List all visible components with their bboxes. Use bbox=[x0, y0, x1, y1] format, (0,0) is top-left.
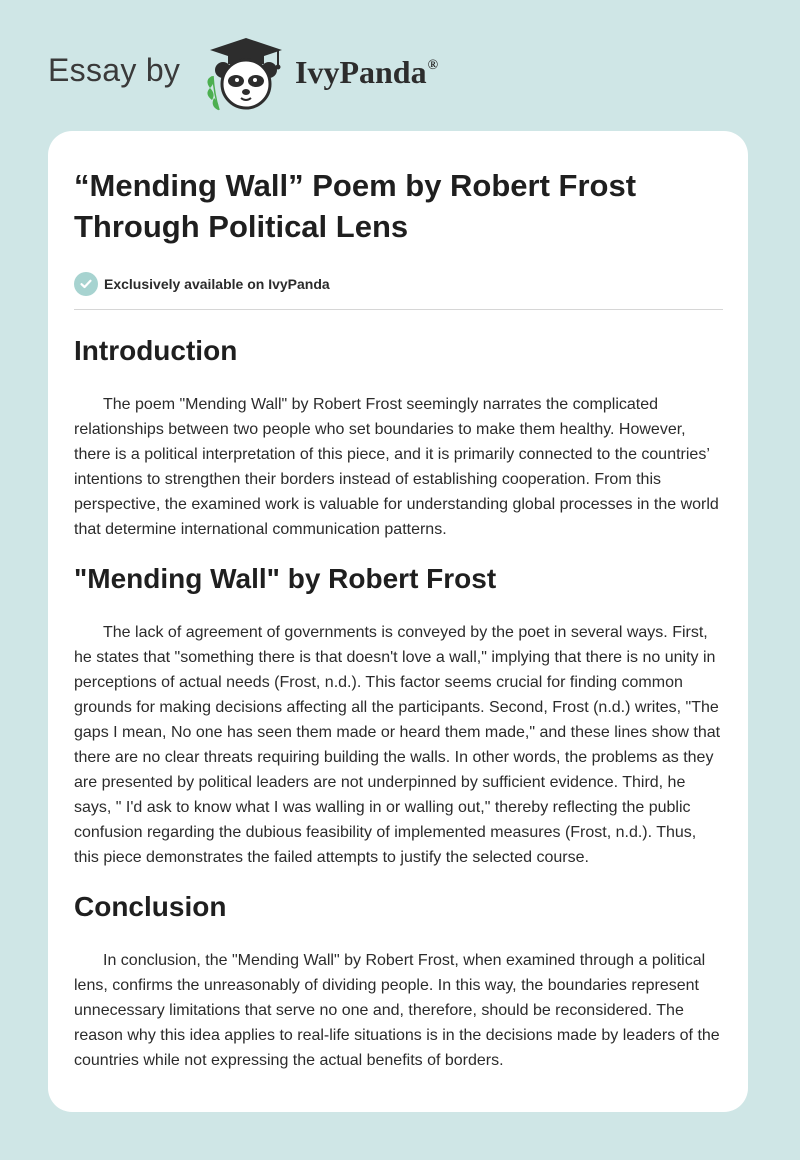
badge-text: Exclusively available on IvyPanda bbox=[104, 276, 330, 292]
site-header bbox=[48, 32, 748, 112]
section-heading-mending-wall: "Mending Wall" by Robert Frost bbox=[74, 563, 497, 594]
section-body-conclusion: In conclusion, the "Mending Wall" by Robert Frost, when examined through a political lens, confirms the unreasonably of dividing people. In this way, the boundaries represent unnecessary limitations that serve no one and, therefore, should be reconsidered. The reason why this idea applies to real-life situations is in the decisions made by leaders of the countries while not expressing the actual benefits of borders. bbox=[74, 952, 720, 1069]
ivypanda-logo-icon[interactable] bbox=[204, 36, 288, 112]
section-body-mending-wall: The lack of agreement of governments is conveyed by the poet in several ways. First, he states that "something there is that doesn't love a wall," implying that there is no unity in perceptions of actual needs (Frost, n.d.). This factor seems crucial for finding common grounds for making decisions affecting all the participants. Second, Frost (n.d.) writes, "The gaps I mean, No one has seen them made or heard them made," and these lines show that there are no clear threats requiring building the walls. In other words, the problems as they are presented by political leaders are not underpinned by sufficient evidence. Third, he says, " I'd ask to know what I was walling in or walling out," thereby reflecting the public confusion regarding the dubious feasibility of implemented measures (Frost, n.d.). Thus, this piece demonstrates the failed attempts to justify the selected course. bbox=[74, 624, 721, 866]
title-divider bbox=[74, 309, 723, 310]
section-body-introduction: The poem "Mending Wall" by Robert Frost seemingly narrates the complicated relationships between two people who set boundaries to make them healthy. However, there is a political interpretation of this piece, and it is primarily connected to the countries’ intentions to strengthen their borders instead of establishing cooperation. From this perspective, the examined work is valuable for understanding global processes in the world that determine international communication patterns. bbox=[74, 396, 719, 538]
section-heading-conclusion: Conclusion bbox=[74, 891, 227, 922]
registered-mark: ® bbox=[427, 58, 439, 73]
check-icon bbox=[74, 272, 98, 296]
exclusive-badge bbox=[74, 271, 723, 297]
essay-by-label: Essay by bbox=[48, 52, 181, 88]
brand-text: IvyPanda bbox=[295, 54, 427, 90]
section-heading-introduction: Introduction bbox=[74, 335, 238, 366]
article-card bbox=[48, 131, 748, 1112]
article-content bbox=[74, 165, 723, 1073]
brand-name[interactable] bbox=[295, 54, 438, 91]
article-title: “Mending Wall” Poem by Robert Frost Through Political Lens bbox=[74, 168, 637, 244]
